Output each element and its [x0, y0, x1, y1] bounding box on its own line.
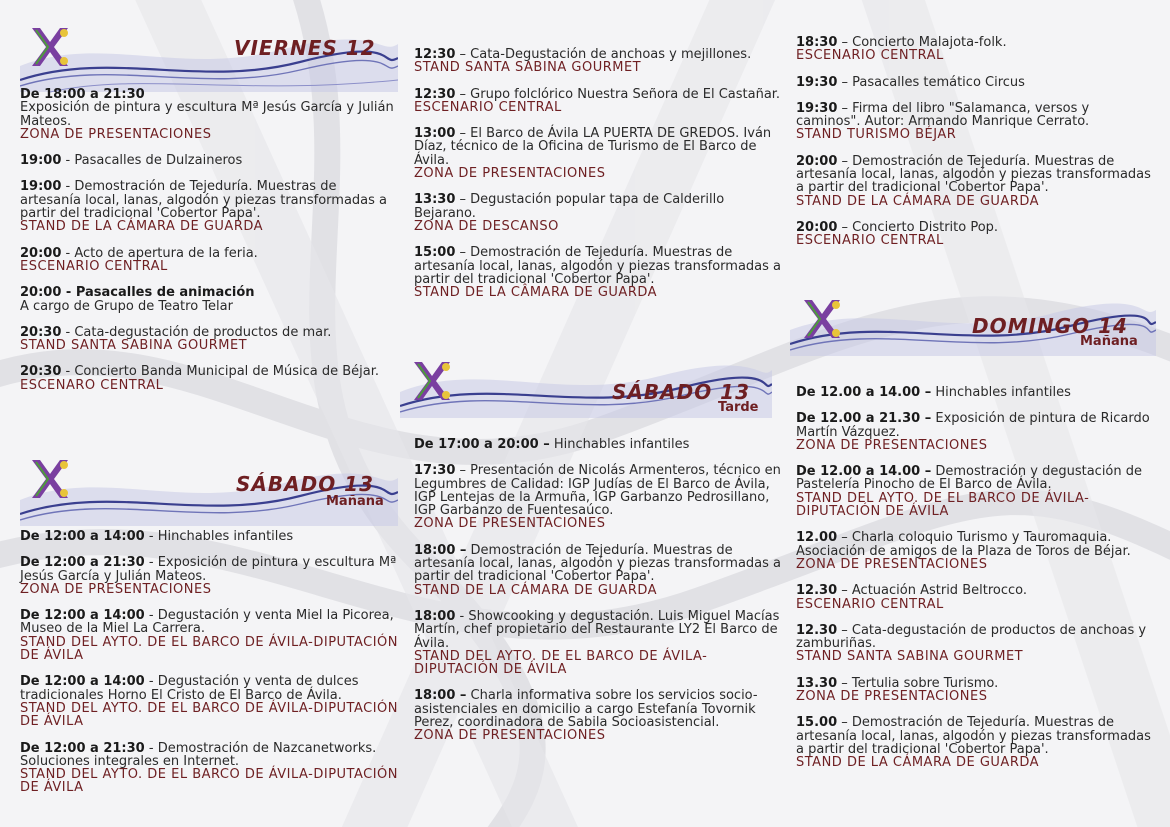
- entry-location: ZONA DE PRESENTACIONES: [414, 728, 606, 744]
- entry-location: ZONA DE PRESENTACIONES: [20, 126, 212, 142]
- entry-time: 20:00: [796, 153, 838, 169]
- entry-description: Degustación y venta de dulces tradicionales Horno El Cristo de El Barco de Ávila.: [20, 674, 359, 703]
- entry-time: De 12.00 a 14.00 –: [796, 464, 932, 480]
- entry-location: STAND DEL AYTO. DE EL BARCO DE ÁVILA-DIPUTACIÓN DE ÁVILA: [414, 648, 708, 678]
- entry-description: Demostración de Tejeduría. Muestras de artesanía local, lanas, algodón y piezas transformadas a partir del tradicional 'Cobertor Papa'.: [796, 715, 1151, 757]
- entry-time: De 18:00 a 21:30: [20, 87, 145, 102]
- schedule-entry: [20, 609, 398, 662]
- entry-time: 18:00 –: [414, 688, 467, 704]
- entry-description: Hinchables infantiles: [935, 385, 1071, 400]
- day-subtitle: Tarde: [718, 400, 759, 415]
- entry-time: 20:30: [20, 324, 62, 340]
- entry-time: De 12:00 a 21:30: [20, 740, 145, 756]
- day-title: DOMINGO 14: [972, 314, 1128, 338]
- schedule-sabado-manana-continued: [414, 48, 786, 312]
- entry-time: 12.30: [796, 622, 838, 638]
- entry-time: 19:30: [796, 74, 838, 90]
- entry-location: ZONA DE PRESENTACIONES: [796, 556, 988, 572]
- entry-location: ZONA DE PRESENTACIONES: [20, 581, 212, 597]
- schedule-entry: [796, 36, 1156, 63]
- entry-separator: -: [144, 608, 158, 624]
- entry-description: Demostración de Nazcanetworks. Soluciones integrales en Internet.: [20, 740, 377, 769]
- entry-location: ZONA DE PRESENTACIONES: [414, 166, 606, 182]
- entry-separator: –: [455, 245, 471, 261]
- entry-separator: –: [455, 47, 471, 62]
- entry-description: Showcooking y degustación. Luis Miguel Macías Martín, chef propietario del Restaurante LY2 El Barco de Ávila.: [414, 608, 780, 651]
- day-subtitle: Mañana: [1080, 334, 1138, 349]
- schedule-entry: [414, 464, 786, 530]
- entry-description: Demostración de Tejeduría. Muestras de artesanía local, lanas, algodón y piezas transformadas a partir del tradicional 'Cobertor Papa'.: [414, 542, 782, 585]
- entry-separator: -: [61, 179, 75, 195]
- schedule-entry: [414, 438, 786, 451]
- entry-location: ZONA DE PRESENTACIONES: [796, 437, 988, 453]
- entry-time: De 12:00 a 14:00: [20, 608, 145, 624]
- entry-time: 19:30: [796, 100, 838, 116]
- entry-separator: –: [837, 583, 852, 599]
- day-header-domingo: [790, 290, 1156, 370]
- schedule-entry: [20, 88, 398, 141]
- entry-location: STAND SANTA SABINA GOURMET: [796, 649, 1024, 665]
- schedule-entry: [414, 610, 786, 676]
- entry-description: Demostración de Tejeduría. Muestras de artesanía local, lanas, algodón y piezas transformadas a partir del tradicional 'Cobertor Papa'.: [796, 153, 1151, 196]
- entry-description: Cata-Degustación de anchoas y mejillones.: [470, 47, 752, 62]
- schedule-entry: [20, 247, 398, 274]
- entry-location: STAND DEL AYTO. DE EL BARCO DE ÁVILA-DIPUTACIÓN DE ÁVILA: [20, 700, 399, 730]
- entry-location: ESCENARIO CENTRAL: [796, 48, 944, 64]
- festival-x-logo-icon: [798, 296, 844, 342]
- schedule-entry: [20, 530, 398, 543]
- schedule-entry: [20, 556, 398, 596]
- entry-separator: –: [837, 74, 853, 90]
- entry-separator: -: [61, 324, 75, 340]
- entry-location: STAND SANTA SABINA GOURMET: [414, 60, 642, 76]
- entry-separator: -: [61, 364, 75, 380]
- schedule-entry: [414, 127, 786, 180]
- entry-location: ESCENARIO CENTRAL: [20, 258, 168, 274]
- entry-separator: -: [455, 608, 469, 624]
- entry-description: Firma del libro "Salamanca, versos y caminos". Autor: Armando Manrique Cerrato.: [796, 100, 1090, 130]
- entry-time: 17:30: [414, 463, 456, 479]
- entry-time: De 12.00 a 14.00 –: [796, 385, 932, 400]
- entry-location: ESCENARIO CENTRAL: [414, 99, 562, 115]
- entry-location: STAND DE LA CÂMARA DE GUARDA: [414, 285, 658, 301]
- schedule-entry: [20, 742, 398, 795]
- schedule-entry: [796, 221, 1156, 248]
- schedule-entry: [414, 246, 786, 299]
- entry-description: Exposición de pintura y escultura Mª Jesús García y Julián Mateos.: [20, 100, 394, 129]
- entry-time: 12:30: [414, 86, 456, 102]
- entry-description: Acto de apertura de la feria.: [74, 245, 258, 261]
- schedule-entry: [796, 465, 1156, 518]
- entry-description: Pasacalles de Dulzaineros: [74, 153, 243, 169]
- schedule-entry: [414, 193, 786, 233]
- schedule-entry: [796, 76, 1156, 89]
- entry-separator: –: [455, 86, 471, 102]
- schedule-entry: [796, 386, 1156, 399]
- schedule-entry: [796, 531, 1156, 571]
- entry-description: Cata-degustación de productos de anchoas y zamburiñas.: [796, 622, 1147, 652]
- entry-description: Degustación y venta Miel la Picorea, Museo de la Miel La Carrera.: [20, 608, 394, 637]
- festival-x-logo-icon: [408, 358, 454, 404]
- entry-time: 20:00: [20, 245, 62, 261]
- schedule-sabado-manana: [20, 530, 398, 808]
- entry-location: ZONA DE PRESENTACIONES: [414, 516, 606, 532]
- entry-description: Hinchables infantiles: [157, 529, 294, 544]
- entry-time: 13:30: [414, 192, 456, 208]
- entry-separator: -: [144, 529, 158, 544]
- schedule-entry: [20, 154, 398, 167]
- schedule-entry: [414, 689, 786, 742]
- entry-time: 19:00: [20, 153, 62, 169]
- entry-time: 18:00: [414, 608, 456, 624]
- entry-separator: -: [144, 555, 158, 571]
- entry-description: Concierto Malajota-folk.: [852, 35, 1007, 50]
- entry-location: STAND DE LA CÁMARA DE GUARDA: [796, 193, 1040, 209]
- schedule-entry: [20, 675, 398, 728]
- schedule-entry: [20, 365, 398, 392]
- entry-description: Exposición de pintura de Ricardo Martín Vázquez.: [796, 411, 1150, 440]
- entry-description: Degustación popular tapa de Calderillo Bejarano.: [414, 192, 725, 221]
- festival-x-logo-icon: [26, 456, 72, 502]
- entry-separator: -: [144, 674, 158, 690]
- entry-time: 18:00 –: [414, 542, 467, 558]
- schedule-sabado-tarde: [414, 438, 786, 756]
- entry-location: STAND DEL AYTO. DE EL BARCO DE ÁVILA-DIPUTACIÓN DE ÁVILA: [20, 767, 399, 796]
- entry-location: ESCENARO CENTRAL: [20, 377, 164, 393]
- entry-location: STAND DE LA CÁMARA DE GUARDA: [414, 582, 658, 598]
- entry-description: Hinchables infantiles: [553, 437, 690, 452]
- entry-description: Charla informativa sobre los servicios socio-asistenciales en domicilio a cargo Estefanía Tovornik Perez, coordinadora de Sabila Socioasistencial.: [414, 688, 758, 731]
- entry-separator: –: [837, 219, 853, 235]
- entry-description: Concierto Distrito Pop.: [852, 219, 999, 235]
- entry-location: ESCENARIO CENTRAL: [796, 233, 944, 249]
- entry-location: STAND DE LA CÁMARA DE GUARDA: [20, 219, 264, 235]
- entry-time: 15:00: [414, 245, 456, 261]
- schedule-viernes: [20, 88, 398, 405]
- entry-time: 20:30: [20, 364, 62, 380]
- entry-time: 18:30: [796, 35, 838, 50]
- entry-time: 12.00: [796, 530, 838, 546]
- entry-location: ZONA DE PRESENTACIONES: [796, 689, 988, 705]
- day-title: SÁBADO 13: [236, 472, 375, 496]
- entry-separator: –: [455, 463, 471, 479]
- entry-time: De 12:00 a 14:00: [20, 674, 145, 690]
- entry-separator: –: [837, 153, 853, 169]
- entry-description: Actuación Astrid Beltrocco.: [851, 583, 1027, 599]
- entry-description: Presentación de Nicolás Armenteros, técnico en Legumbres de Calidad: IGP Judías de El Barco de Ávila, IGP Lentejas de la Armuña, IGP Garbanzo Pedrosillano, IGP Garbanzo de Fuentesaúco.: [414, 463, 781, 519]
- entry-separator: –: [837, 530, 852, 546]
- entry-separator: –: [837, 675, 852, 691]
- entry-description: Grupo folclórico Nuestra Señora de El Castañar.: [470, 86, 781, 102]
- schedule-sabado-tarde-continued: [796, 36, 1156, 261]
- entry-time: 15.00: [796, 715, 838, 731]
- entry-time: 20:00 - Pasacalles de animación: [20, 285, 255, 301]
- schedule-entry: [796, 677, 1156, 704]
- day-header-sabado-tarde: [400, 340, 772, 420]
- entry-description: Demostración de Tejeduría. Muestras de artesanía local, lanas, algodón y piezas transformadas a partir del tradicional 'Cobertor Papa'.: [20, 179, 388, 222]
- entry-description: Tertulia sobre Turismo.: [851, 675, 999, 691]
- entry-description: Demostración de Tejeduría. Muestras de artesanía local, lanas, algodón y piezas transformadas a partir del tradicional 'Cobertor Papa'.: [414, 245, 782, 287]
- schedule-entry: [20, 286, 398, 313]
- entry-description: Cata-degustación de productos de mar.: [74, 324, 332, 340]
- entry-time: De 12:00 a 14:00: [20, 529, 145, 544]
- schedule-entry: [20, 326, 398, 353]
- day-subtitle: Mañana: [326, 494, 384, 509]
- schedule-entry: [20, 180, 398, 233]
- entry-time: 13:00: [414, 126, 456, 142]
- entry-location: STAND DE LA CÁMARA DE GUARDA: [796, 755, 1040, 771]
- schedule-entry: [796, 584, 1156, 611]
- schedule-entry: [796, 716, 1156, 769]
- entry-description: El Barco de Ávila LA PUERTA DE GREDOS. Iván Díaz, técnico de la Oficina de Turismo de El Barco de Ávila.: [414, 126, 772, 168]
- entry-separator: -: [61, 245, 75, 261]
- schedule-entry: [414, 544, 786, 597]
- schedule-entry: [796, 102, 1156, 142]
- entry-time: 20:00: [796, 219, 838, 235]
- schedule-domingo: [796, 386, 1156, 783]
- entry-location: STAND SANTA SABINA GOURMET: [20, 338, 248, 354]
- schedule-entry: [796, 155, 1156, 208]
- entry-time: 12.30: [796, 583, 838, 599]
- entry-description: A cargo de Grupo de Teatro Telar: [20, 298, 233, 314]
- entry-time: 13.30: [796, 675, 838, 691]
- entry-separator: –: [455, 192, 471, 208]
- entry-separator: –: [837, 100, 853, 116]
- entry-separator: -: [61, 153, 75, 169]
- entry-time: De 12:00 a 21:30: [20, 555, 145, 571]
- day-header-viernes: [20, 14, 398, 94]
- entry-time: 19:00: [20, 179, 62, 195]
- entry-description: Concierto Banda Municipal de Música de Béjar.: [74, 364, 380, 380]
- day-title: SÁBADO 13: [612, 380, 751, 404]
- day-title: VIERNES 12: [234, 36, 376, 60]
- entry-location: STAND TURISMO BÉJAR: [796, 127, 957, 143]
- entry-description: Pasacalles temático Circus: [852, 74, 1025, 90]
- festival-x-logo-icon: [26, 24, 72, 70]
- entry-location: STAND DEL AYTO. DE EL BARCO DE ÁVILA-DIPUTACIÓN DE ÁVILA: [20, 634, 399, 664]
- schedule-entry: [414, 48, 786, 75]
- entry-description: Exposición de pintura y escultura Mª Jesús García y Julián Mateos.: [20, 555, 397, 584]
- entry-location: ESCENARIO CENTRAL: [796, 596, 944, 612]
- entry-description: Charla coloquio Turismo y Tauromaquia. Asociación de amigos de la Plaza de Toros de Béjar.: [796, 530, 1131, 559]
- day-header-sabado-manana: [20, 448, 398, 528]
- entry-separator: –: [837, 715, 852, 731]
- entry-location: ZONA DE DESCANSO: [414, 218, 559, 234]
- entry-location: STAND DEL AYTO. DE EL BARCO DE ÁVILA-DIPUTACIÓN DE ÁVILA: [796, 490, 1090, 520]
- entry-separator: –: [837, 622, 852, 638]
- entry-separator: –: [837, 35, 853, 50]
- entry-time: De 12.00 a 21.30 –: [796, 411, 932, 427]
- entry-time: 12:30: [414, 47, 456, 62]
- schedule-entry: [796, 412, 1156, 452]
- entry-separator: -: [144, 740, 158, 756]
- entry-time: De 17:00 a 20:00 –: [414, 437, 550, 452]
- entry-separator: –: [455, 126, 471, 142]
- entry-description: Demostración y degustación de Pastelería Pinocho de El Barco de Ávila.: [796, 464, 1143, 493]
- schedule-entry: [796, 624, 1156, 664]
- schedule-entry: [414, 88, 786, 115]
